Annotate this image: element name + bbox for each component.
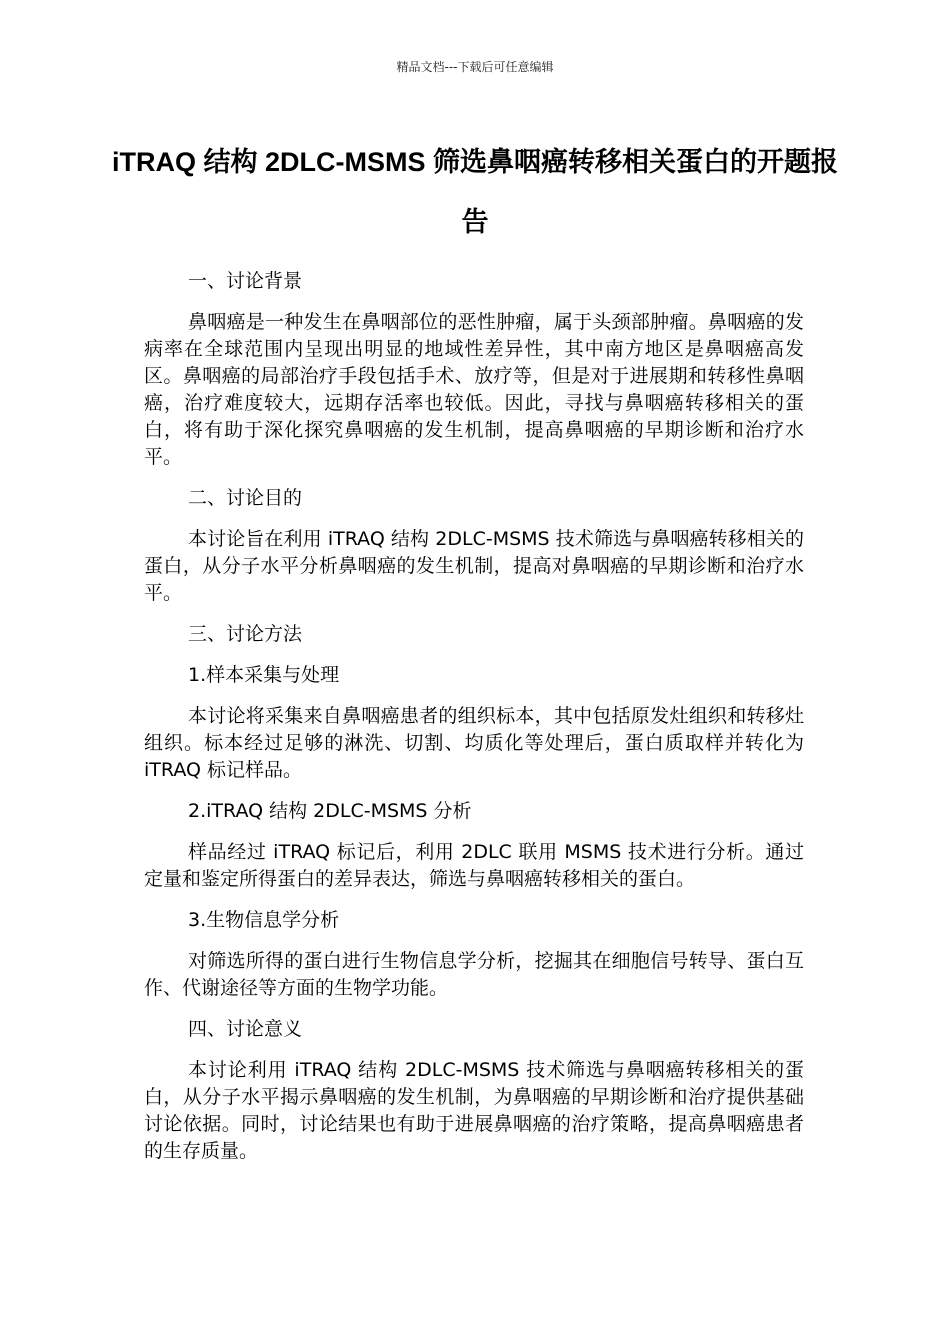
subsection-text-bioinformatics: 对筛选所得的蛋白进行生物信息学分析，挖掘其在细胞信号转导、蛋白互作、代谢途径等方面的生物学功能。 — [144, 950, 804, 999]
section-heading-significance: 四、讨论意义 — [188, 1018, 303, 1040]
document-title: iTRAQ 结构 2DLC-MSMS 筛选鼻咽癌转移相关蛋白的开题报告 — [112, 147, 838, 237]
subsection-heading-bioinformatics: 3.生物信息学分析 — [188, 909, 340, 931]
section-heading-background: 一、讨论背景 — [188, 270, 303, 292]
document-body — [144, 268, 804, 1179]
section-text-purpose: 本讨论旨在利用 iTRAQ 结构 2DLC-MSMS 技术筛选与鼻咽癌转移相关的蛋白，从分子水平分析鼻咽癌的发生机制，提高对鼻咽癌的早期诊断和治疗水平。 — [144, 528, 804, 604]
section-text-significance: 本讨论利用 iTRAQ 结构 2DLC-MSMS 技术筛选与鼻咽癌转移相关的蛋白，从分子水平揭示鼻咽癌的发生机制，为鼻咽癌的早期诊断和治疗提供基础讨论依据。同时，讨论结果也有助于进展鼻咽癌的治疗策略，提高鼻咽癌患者的生存质量。 — [144, 1059, 804, 1162]
subsection-text-sampling: 本讨论将采集来自鼻咽癌患者的组织标本，其中包括原发灶组织和转移灶组织。标本经过足够的淋洗、切割、均质化等处理后，蛋白质取样并转化为 iTRAQ 标记样品。 — [144, 705, 804, 781]
section-heading-method: 三、讨论方法 — [188, 623, 303, 645]
subsection-text-analysis: 样品经过 iTRAQ 标记后，利用 2DLC 联用 MSMS 技术进行分析。通过定量和鉴定所得蛋白的差异表达，筛选与鼻咽癌转移相关的蛋白。 — [144, 841, 804, 890]
section-text-background: 鼻咽癌是一种发生在鼻咽部位的恶性肿瘤，属于头颈部肿瘤。鼻咽癌的发病率在全球范围内呈现出明显的地域性差异性，其中南方地区是鼻咽癌高发区。鼻咽癌的局部治疗手段包括手术、放疗等，但是对于进展期和转移性鼻咽癌，治疗难度较大，远期存活率也较低。因此，寻找与鼻咽癌转移相关的蛋白，将有助于深化探究鼻咽癌的发生机制，提高鼻咽癌的早期诊断和治疗水平。 — [144, 311, 804, 468]
subsection-heading-sampling: 1.样本采集与处理 — [188, 664, 340, 686]
subsection-heading-analysis: 2.iTRAQ 结构 2DLC-MSMS 分析 — [188, 800, 472, 822]
section-heading-purpose: 二、讨论目的 — [188, 487, 303, 509]
page-header: 精品文档---下载后可任意编辑 — [396, 60, 554, 74]
